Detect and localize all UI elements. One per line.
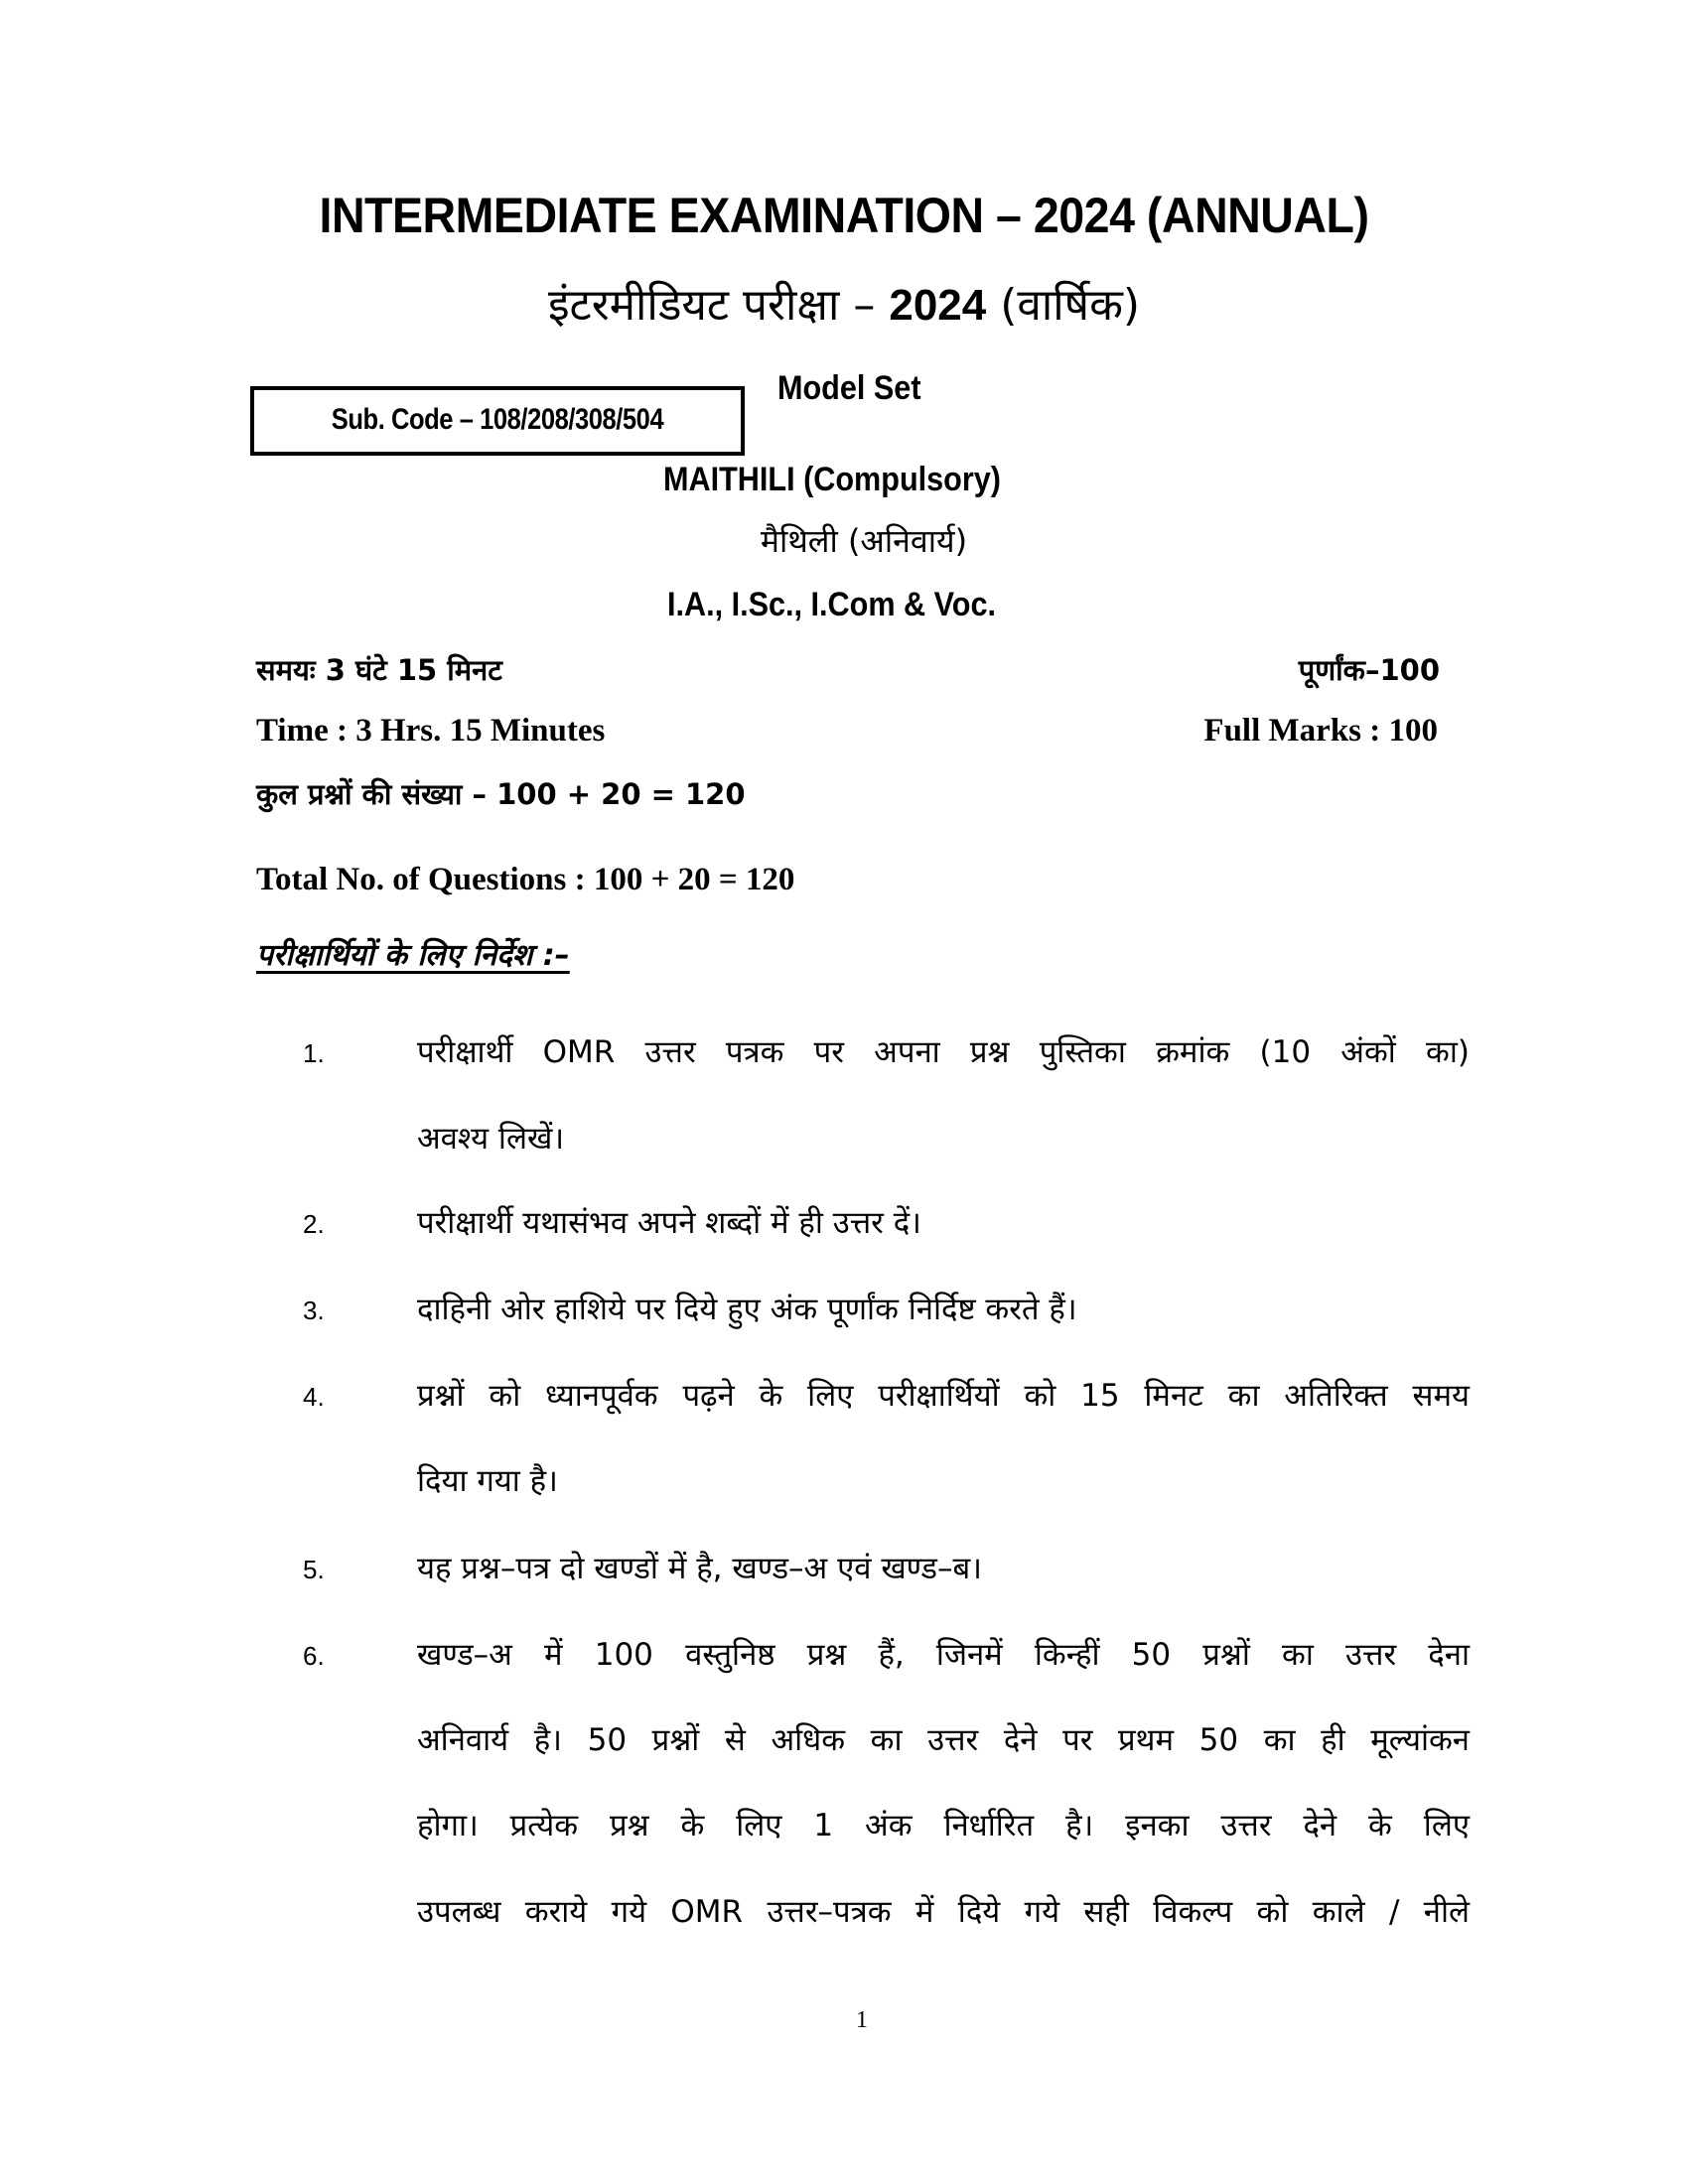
instruction-line: अनिवार्य है। 50 प्रश्नों से अधिक का उत्तर देने पर प्रथम 50 का ही मूल्यांकन — [417, 1722, 1470, 1758]
subject-hindi: मैथिली (अनिवार्य) — [760, 522, 968, 560]
instruction-number: 6. — [303, 1641, 325, 1671]
page-number: 1 — [856, 2007, 868, 2033]
instruction-line: दिया गया है। — [417, 1463, 558, 1499]
exam-title-hindi-year: 2024 — [889, 281, 987, 330]
full-marks-hindi: पूर्णांक–100 — [1298, 653, 1440, 687]
model-set-label: Model Set — [777, 369, 921, 407]
exam-title-english: INTERMEDIATE EXAMINATION – 2024 (ANNUAL) — [319, 188, 1369, 243]
time-english: Time : 3 Hrs. 15 Minutes — [256, 713, 606, 749]
instruction-line: प्रश्नों को ध्यानपूर्वक पढ़ने के लिए परीक्षार्थियों को 15 मिनट का अतिरिक्त समय — [417, 1378, 1470, 1414]
question-count-hindi: कुल प्रश्नों की संख्या – 100 + 20 = 120 — [256, 777, 746, 811]
time-hindi: समयः 3 घंटे 15 मिनट — [256, 653, 502, 687]
subject-english: MAITHILI (Compulsory) — [663, 461, 1001, 498]
subject-code-box — [250, 386, 745, 456]
instruction-line: दाहिनी ओर हाशिये पर दिये हुए अंक पूर्णांक निर्दिष्ट करते हैं। — [417, 1292, 1077, 1327]
instruction-line: यह प्रश्न–पत्र दो खण्डों में है, खण्ड–अ एवं खण्ड–ब। — [417, 1551, 982, 1586]
subject-code: Sub. Code – 108/208/308/504 — [331, 403, 664, 436]
exam-title-hindi-prefix: इंटरमीडियट परीक्षा – — [547, 280, 890, 331]
exam-title-hindi — [0, 273, 1688, 333]
instruction-number: 4. — [303, 1382, 325, 1412]
exam-title-hindi-suffix: (वार्षिक) — [986, 280, 1141, 331]
instruction-line: खण्ड–अ में 100 वस्तुनिष्ठ प्रश्न हैं, जिनमें किन्हीं 50 प्रश्नों का उत्तर देना — [417, 1637, 1470, 1673]
instruction-line: होगा। प्रत्येक प्रश्न के लिए 1 अंक निर्धारित है। इनका उत्तर देने के लिए — [417, 1808, 1470, 1843]
instruction-line: उपलब्ध कराये गये OMR उत्तर–पत्रक में दिये गये सही विकल्प को काले / नीले — [417, 1894, 1470, 1930]
instruction-number: 3. — [303, 1296, 325, 1325]
streams-label: I.A., I.Sc., I.Com & Voc. — [667, 586, 997, 623]
instruction-line: परीक्षार्थी यथासंभव अपने शब्दों में ही उत्तर दें। — [417, 1205, 921, 1241]
instructions-heading: परीक्षार्थियों के लिए निर्देश :– — [256, 938, 570, 973]
instruction-number: 5. — [303, 1555, 325, 1584]
instruction-number: 1. — [303, 1038, 325, 1068]
question-count-english: Total No. of Questions : 100 + 20 = 120 — [256, 862, 795, 897]
full-marks-english: Full Marks : 100 — [1203, 713, 1438, 749]
instruction-line: परीक्षार्थी OMR उत्तर पत्रक पर अपना प्रश्न पुस्तिका क्रमांक (10 अंकों का) — [417, 1034, 1470, 1070]
instruction-line: अवश्य लिखें। — [417, 1121, 565, 1157]
instruction-number: 2. — [303, 1209, 325, 1239]
